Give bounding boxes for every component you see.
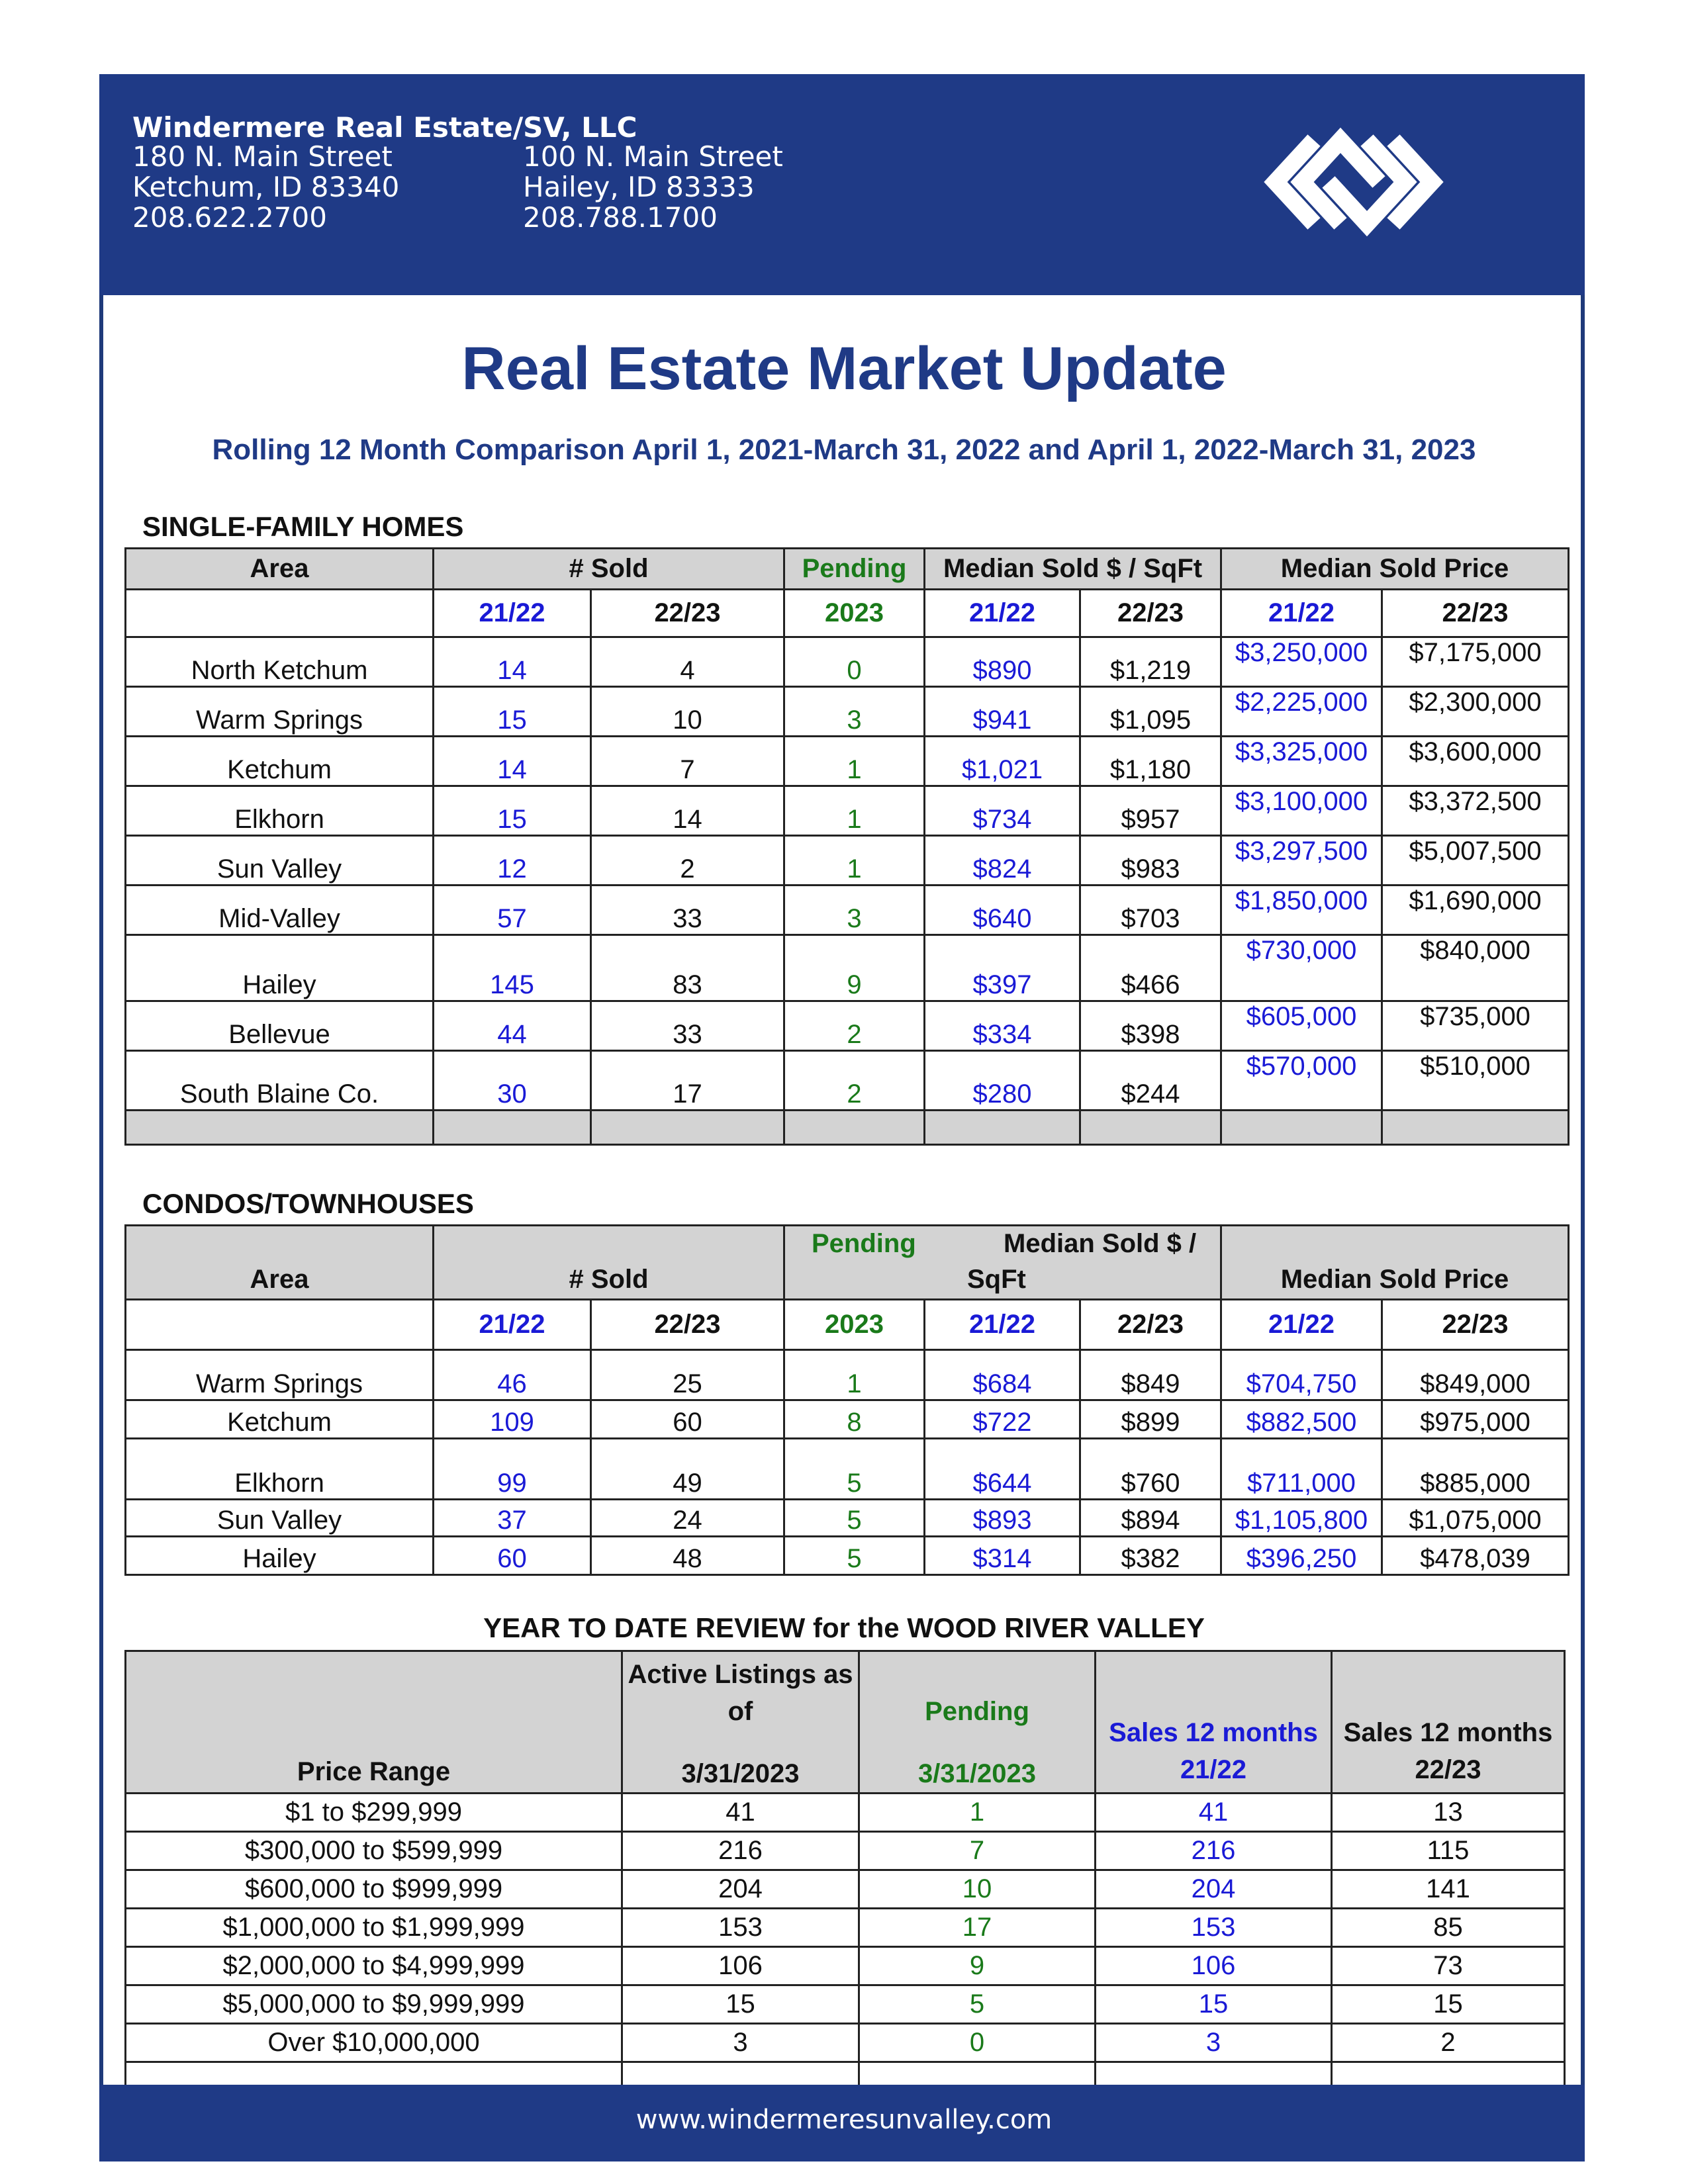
cell-price-2223: $849,000	[1382, 1350, 1569, 1400]
cell-sold-2122: 15	[434, 687, 591, 737]
subheader-sold-2223: 22/23	[591, 590, 784, 637]
cell-price-2122: $605,000	[1221, 1001, 1382, 1051]
cell-sqft-2223: $398	[1080, 1001, 1221, 1051]
cell-active-listings: 106	[622, 1947, 859, 1985]
cell-price-2223: $5,007,500	[1382, 836, 1569, 886]
cell-price-2122: $1,105,800	[1221, 1500, 1382, 1537]
subheader-sqft-2122: 21/22	[925, 1300, 1080, 1350]
col-header-area: Area	[126, 1226, 434, 1300]
cell-pending: 0	[859, 2024, 1096, 2062]
subheader-blank	[126, 1300, 434, 1350]
col-header-pending-sqft	[784, 1226, 1221, 1300]
cell-sold-2223: 33	[591, 886, 784, 935]
page-subtitle: Rolling 12 Month Comparison April 1, 2021-March 31, 2022 and April 1, 2022-March 31, 2023	[212, 433, 1476, 466]
cell-pending-2023: 1	[784, 1350, 925, 1400]
ytd-rows	[126, 1794, 1565, 2062]
col-header-area: Area	[126, 549, 434, 590]
cell-sold-2122: 60	[434, 1537, 591, 1575]
cell-pending: 1	[859, 1794, 1096, 1832]
cell-sales-2122: 3	[1096, 2024, 1332, 2062]
cell-price-2122: $730,000	[1221, 935, 1382, 1001]
subheader-pending-2023: 2023	[784, 590, 925, 637]
cell-sold-2223: 25	[591, 1350, 784, 1400]
table-row	[126, 687, 1569, 737]
cell-sales-2223: 2	[1332, 2024, 1565, 2062]
cell-price-2122: $3,100,000	[1221, 786, 1382, 836]
sfh-rows	[126, 637, 1569, 1111]
cell-price-2122: $882,500	[1221, 1400, 1382, 1439]
cell-sqft-2122: $824	[925, 836, 1080, 886]
cell-sold-2223: 14	[591, 786, 784, 836]
cell-price-range: $300,000 to $599,999	[126, 1832, 622, 1870]
active-label-line1: Active Listings as	[628, 1660, 853, 1689]
windermere-logo-icon	[1261, 126, 1446, 238]
active-label-date: 3/31/2023	[681, 1759, 800, 1788]
cell-sold-2223: 10	[591, 687, 784, 737]
table-row	[126, 2024, 1565, 2062]
office-city: Ketchum, ID 83340	[132, 171, 400, 203]
office-phone: 208.622.2700	[132, 201, 327, 234]
table-row	[126, 1537, 1569, 1575]
sales-label: Sales 12 months	[1109, 1718, 1318, 1747]
cell-sqft-2223: $957	[1080, 786, 1221, 836]
cell-area: Warm Springs	[126, 687, 434, 737]
cell-sales-2223: 13	[1332, 1794, 1565, 1832]
cell-sold-2122: 37	[434, 1500, 591, 1537]
cell-price-range: $1 to $299,999	[126, 1794, 622, 1832]
cell-active-listings: 216	[622, 1832, 859, 1870]
cell-price-2223: $3,600,000	[1382, 737, 1569, 786]
cell-price-2223: $1,075,000	[1382, 1500, 1569, 1537]
col-header-median-price: Median Sold Price	[1221, 549, 1569, 590]
col-header-active-listings	[622, 1651, 859, 1794]
cell-price-2223: $510,000	[1382, 1051, 1569, 1111]
cell-price-range: $5,000,000 to $9,999,999	[126, 1985, 622, 2024]
ytd-title: YEAR TO DATE REVIEW for the WOOD RIVER VALLEY	[483, 1612, 1205, 1643]
cell-active-listings: 153	[622, 1909, 859, 1947]
table-row	[126, 1350, 1569, 1400]
cell-area: North Ketchum	[126, 637, 434, 687]
cell-sold-2223: 48	[591, 1537, 784, 1575]
cell-sqft-2223: $760	[1080, 1439, 1221, 1500]
subheader-sold-2122: 21/22	[434, 1300, 591, 1350]
col-header-median-sqft-unit: SqFt	[967, 1265, 1026, 1294]
cell-sold-2122: 57	[434, 886, 591, 935]
cell-price-2122: $396,250	[1221, 1537, 1382, 1575]
cell-sqft-2122: $684	[925, 1350, 1080, 1400]
cell-pending-2023: 5	[784, 1439, 925, 1500]
subheader-price-2122: 21/22	[1221, 590, 1382, 637]
cell-sold-2122: 44	[434, 1001, 591, 1051]
cell-area: Sun Valley	[126, 836, 434, 886]
cell-price-2122: $3,250,000	[1221, 637, 1382, 687]
cell-price-2223: $1,690,000	[1382, 886, 1569, 935]
table-row	[126, 935, 1569, 1001]
cell-area: Mid-Valley	[126, 886, 434, 935]
office-street: 100 N. Main Street	[523, 140, 783, 173]
cell-sold-2122: 99	[434, 1439, 591, 1500]
cell-price-2223: $2,300,000	[1382, 687, 1569, 737]
col-header-sold: # Sold	[434, 549, 784, 590]
office-ketchum-address	[132, 142, 399, 233]
subheader-blank	[126, 590, 434, 637]
cell-sold-2223: 24	[591, 1500, 784, 1537]
cell-sold-2223: 17	[591, 1051, 784, 1111]
cell-sales-2223: 15	[1332, 1985, 1565, 2024]
cell-area: Hailey	[126, 1537, 434, 1575]
cell-area: Warm Springs	[126, 1350, 434, 1400]
page-title: Real Estate Market Update	[461, 335, 1227, 402]
cell-price-2223: $840,000	[1382, 935, 1569, 1001]
subheader-sold-2122: 21/22	[434, 590, 591, 637]
cell-sold-2223: 33	[591, 1001, 784, 1051]
cell-sqft-2223: $382	[1080, 1537, 1221, 1575]
condo-table	[124, 1224, 1570, 1576]
cell-pending-2023: 2	[784, 1001, 925, 1051]
cell-pending-2023: 1	[784, 737, 925, 786]
subheader-sqft-2223: 22/23	[1080, 590, 1221, 637]
cell-sales-2122: 204	[1096, 1870, 1332, 1909]
subheader-price-2223: 22/23	[1382, 590, 1569, 637]
condo-subheader-row	[126, 1300, 1569, 1350]
cell-price-2223: $975,000	[1382, 1400, 1569, 1439]
cell-sqft-2223: $983	[1080, 836, 1221, 886]
section-title-sfh: SINGLE-FAMILY HOMES	[142, 511, 464, 542]
table-row	[126, 737, 1569, 786]
cell-price-2223: $7,175,000	[1382, 637, 1569, 687]
cell-sqft-2122: $893	[925, 1500, 1080, 1537]
cell-price-range: $600,000 to $999,999	[126, 1870, 622, 1909]
cell-area: Hailey	[126, 935, 434, 1001]
table-row	[126, 786, 1569, 836]
cell-pending-2023: 8	[784, 1400, 925, 1439]
cell-price-2223: $735,000	[1382, 1001, 1569, 1051]
col-header-sales-2122	[1096, 1651, 1332, 1794]
cell-pending-2023: 9	[784, 935, 925, 1001]
table-row	[126, 1794, 1565, 1832]
condo-header-row	[126, 1226, 1569, 1300]
cell-active-listings: 204	[622, 1870, 859, 1909]
subheader-price-2223: 22/23	[1382, 1300, 1569, 1350]
ytd-table	[124, 1650, 1566, 2101]
subheader-pending-2023: 2023	[784, 1300, 925, 1350]
cell-pending: 7	[859, 1832, 1096, 1870]
cell-pending: 10	[859, 1870, 1096, 1909]
active-label-line2: of	[727, 1697, 753, 1726]
sfh-table	[124, 547, 1570, 1146]
cell-price-range: $1,000,000 to $1,999,999	[126, 1909, 622, 1947]
subheader-sqft-2122: 21/22	[925, 590, 1080, 637]
office-phone: 208.788.1700	[523, 201, 718, 234]
cell-sqft-2223: $899	[1080, 1400, 1221, 1439]
cell-pending-2023: 1	[784, 836, 925, 886]
cell-sales-2122: 106	[1096, 1947, 1332, 1985]
company-name: Windermere Real Estate/SV, LLC	[132, 111, 637, 144]
cell-sqft-2122: $941	[925, 687, 1080, 737]
cell-price-2223: $885,000	[1382, 1439, 1569, 1500]
cell-sales-2223: 85	[1332, 1909, 1565, 1947]
table-row	[126, 1909, 1565, 1947]
sfh-footer-row	[126, 1111, 1569, 1145]
cell-sold-2122: 30	[434, 1051, 591, 1111]
cell-sold-2122: 145	[434, 935, 591, 1001]
cell-sales-2122: 216	[1096, 1832, 1332, 1870]
cell-price-2122: $570,000	[1221, 1051, 1382, 1111]
cell-sqft-2122: $397	[925, 935, 1080, 1001]
cell-sold-2223: 7	[591, 737, 784, 786]
pending-label-date: 3/31/2023	[918, 1759, 1036, 1788]
pending-label: Pending	[925, 1697, 1029, 1726]
cell-price-2122: $711,000	[1221, 1439, 1382, 1500]
cell-price-2122: $2,225,000	[1221, 687, 1382, 737]
sfh-header-row	[126, 549, 1569, 590]
table-row	[126, 1001, 1569, 1051]
cell-sales-2223: 141	[1332, 1870, 1565, 1909]
cell-sold-2223: 60	[591, 1400, 784, 1439]
office-street: 180 N. Main Street	[132, 140, 393, 173]
cell-pending-2023: 3	[784, 687, 925, 737]
table-row	[126, 1947, 1565, 1985]
cell-sold-2122: 12	[434, 836, 591, 886]
section-title-condo: CONDOS/TOWNHOUSES	[142, 1188, 474, 1219]
sales-label-period: 21/22	[1180, 1755, 1247, 1784]
table-row	[126, 1985, 1565, 2024]
sales-label-period: 22/23	[1415, 1755, 1481, 1784]
table-row	[126, 1832, 1565, 1870]
cell-pending-2023: 5	[784, 1500, 925, 1537]
ytd-header-row	[126, 1651, 1565, 1794]
footer-url: www.windermeresunvalley.com	[635, 2105, 1053, 2135]
cell-sales-2223: 73	[1332, 1947, 1565, 1985]
cell-sales-2223: 115	[1332, 1832, 1565, 1870]
cell-sqft-2122: $334	[925, 1001, 1080, 1051]
cell-pending: 5	[859, 1985, 1096, 2024]
cell-sqft-2122: $1,021	[925, 737, 1080, 786]
cell-price-2223: $478,039	[1382, 1537, 1569, 1575]
cell-pending: 17	[859, 1909, 1096, 1947]
cell-price-2122: $704,750	[1221, 1350, 1382, 1400]
table-row	[126, 1439, 1569, 1500]
cell-sold-2122: 15	[434, 786, 591, 836]
cell-pending: 9	[859, 1947, 1096, 1985]
cell-pending-2023: 3	[784, 886, 925, 935]
cell-sqft-2122: $640	[925, 886, 1080, 935]
sfh-subheader-row	[126, 590, 1569, 637]
cell-area: Bellevue	[126, 1001, 434, 1051]
col-header-price-range: Price Range	[126, 1651, 622, 1794]
cell-pending-2023: 0	[784, 637, 925, 687]
cell-sqft-2223: $1,095	[1080, 687, 1221, 737]
cell-price-range: $2,000,000 to $4,999,999	[126, 1947, 622, 1985]
office-hailey-address	[523, 142, 783, 233]
col-header-pending	[859, 1651, 1096, 1794]
cell-area: Ketchum	[126, 1400, 434, 1439]
cell-price-2122: $3,297,500	[1221, 836, 1382, 886]
cell-sales-2122: 153	[1096, 1909, 1332, 1947]
sales-label: Sales 12 months	[1343, 1718, 1553, 1747]
cell-sold-2122: 109	[434, 1400, 591, 1439]
col-header-median-sqft: Median Sold $ / SqFt	[925, 549, 1221, 590]
cell-sqft-2122: $644	[925, 1439, 1080, 1500]
cell-active-listings: 3	[622, 2024, 859, 2062]
table-row	[126, 1400, 1569, 1439]
cell-sqft-2223: $703	[1080, 886, 1221, 935]
table-row	[126, 1870, 1565, 1909]
table-row	[126, 886, 1569, 935]
cell-sold-2223: 49	[591, 1439, 784, 1500]
col-header-median-sqft: Median Sold $ /	[1004, 1229, 1197, 1258]
cell-price-range: Over $10,000,000	[126, 2024, 622, 2062]
col-header-median-price: Median Sold Price	[1221, 1226, 1569, 1300]
cell-area: Elkhorn	[126, 1439, 434, 1500]
col-header-sales-2223	[1332, 1651, 1565, 1794]
table-row	[126, 836, 1569, 886]
subheader-price-2122: 21/22	[1221, 1300, 1382, 1350]
table-row	[126, 1500, 1569, 1537]
table-row	[126, 637, 1569, 687]
cell-area: Elkhorn	[126, 786, 434, 836]
cell-sqft-2223: $1,180	[1080, 737, 1221, 786]
subheader-sold-2223: 22/23	[591, 1300, 784, 1350]
cell-pending-2023: 1	[784, 786, 925, 836]
cell-area: South Blaine Co.	[126, 1051, 434, 1111]
cell-sqft-2122: $280	[925, 1051, 1080, 1111]
cell-sqft-2223: $849	[1080, 1350, 1221, 1400]
cell-active-listings: 15	[622, 1985, 859, 2024]
cell-sqft-2223: $244	[1080, 1051, 1221, 1111]
cell-pending-2023: 2	[784, 1051, 925, 1111]
cell-sold-2223: 2	[591, 836, 784, 886]
cell-sqft-2223: $466	[1080, 935, 1221, 1001]
cell-area: Sun Valley	[126, 1500, 434, 1537]
cell-sqft-2223: $1,219	[1080, 637, 1221, 687]
cell-sqft-2122: $734	[925, 786, 1080, 836]
cell-price-2122: $3,325,000	[1221, 737, 1382, 786]
col-header-pending: Pending	[812, 1229, 916, 1258]
cell-sqft-2122: $890	[925, 637, 1080, 687]
condo-rows	[126, 1350, 1569, 1575]
cell-sqft-2122: $314	[925, 1537, 1080, 1575]
office-city: Hailey, ID 83333	[523, 171, 755, 203]
cell-sqft-2223: $894	[1080, 1500, 1221, 1537]
cell-sold-2223: 4	[591, 637, 784, 687]
cell-sold-2122: 46	[434, 1350, 591, 1400]
cell-active-listings: 41	[622, 1794, 859, 1832]
cell-price-2223: $3,372,500	[1382, 786, 1569, 836]
cell-sold-2122: 14	[434, 737, 591, 786]
cell-sold-2122: 14	[434, 637, 591, 687]
cell-sqft-2122: $722	[925, 1400, 1080, 1439]
table-row	[126, 1051, 1569, 1111]
cell-sales-2122: 15	[1096, 1985, 1332, 2024]
cell-sales-2122: 41	[1096, 1794, 1332, 1832]
cell-sold-2223: 83	[591, 935, 784, 1001]
col-header-sold: # Sold	[434, 1226, 784, 1300]
cell-pending-2023: 5	[784, 1537, 925, 1575]
cell-price-2122: $1,850,000	[1221, 886, 1382, 935]
subheader-sqft-2223: 22/23	[1080, 1300, 1221, 1350]
col-header-pending: Pending	[784, 549, 925, 590]
cell-area: Ketchum	[126, 737, 434, 786]
